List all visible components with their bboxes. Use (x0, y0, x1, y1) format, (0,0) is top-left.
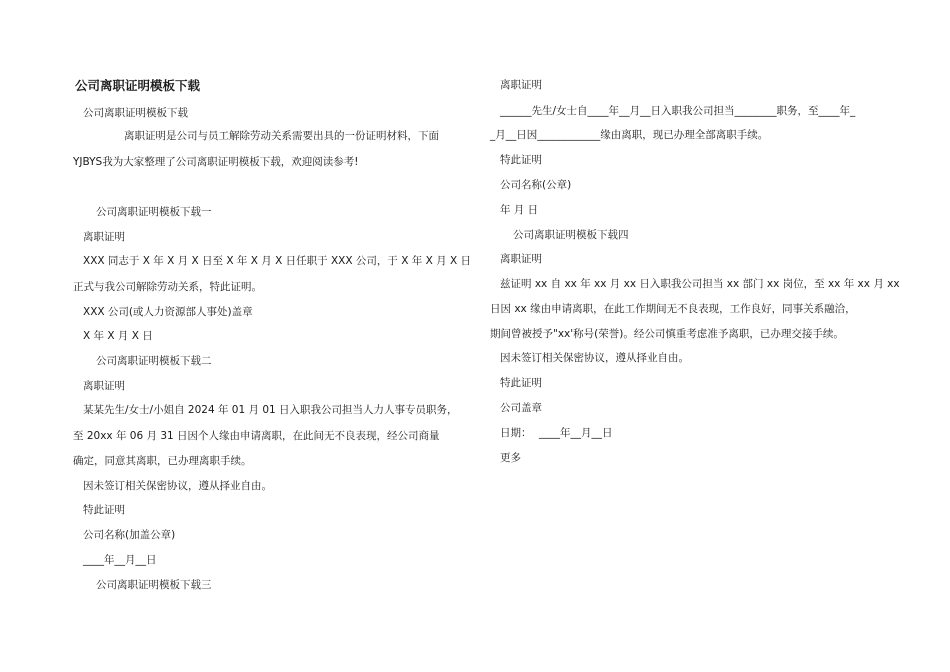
section-4-body-3: 期间曾被授予"xx'称号(荣誉)。经公司慎重考虑准予离职，已办理交接手续。 (490, 328, 844, 340)
section-3-heading: 公司离职证明模板下载三 (96, 579, 212, 591)
section-2-body-1: 某某先生/女士/小姐自 2024 年 01 月 01 日入职我公司担当人力人事专员职务， (83, 404, 458, 416)
document-subtitle: 公司离职证明模板下载 (83, 107, 188, 119)
section-1-heading: 公司离职证明模板下载一 (96, 206, 212, 218)
section-1-body-2: 正式与我公司解除劳动关系，特此证明。 (73, 281, 262, 293)
section-3-date: 年 月 日 (500, 204, 539, 216)
section-2-heading: 公司离职证明模板下载二 (96, 355, 212, 367)
section-4-stamp: 公司盖章 (500, 402, 542, 414)
section-2-body-3: 确定，同意其离职，已办理离职手续。 (73, 455, 252, 467)
section-2-date: ____年__月__日 (83, 554, 157, 566)
section-4-body-2: 日因 xx 缘由申请离职，在此工作期间无不良表现，工作良好，同事关系融洽， (490, 303, 856, 315)
section-3-body-2: _月__日因____________缘由离职，现已办理全部离职手续。 (490, 129, 769, 141)
section-2-body-4: 因未签订相关保密协议，遵从择业自由。 (83, 480, 272, 492)
section-3-label: 离职证明 (500, 79, 542, 91)
section-3-body-1: ______先生/女士自____年__月__日入职我公司担当________职务，至____年_ (500, 105, 856, 117)
section-3-company: 公司名称(公章) (500, 179, 572, 191)
intro-line-2: YJBYS我为大家整理了公司离职证明模板下载，欢迎阅读参考! (73, 156, 359, 168)
section-4-date-label: 日期： (500, 427, 532, 439)
section-4-heading: 公司离职证明模板下载四 (513, 229, 629, 241)
section-1-stamp: XXX 公司(或人力资源部人事处)盖章 (83, 306, 253, 318)
more-text: 更多 (500, 452, 521, 464)
section-2-cert: 特此证明 (83, 504, 125, 516)
section-2-label: 离职证明 (83, 380, 125, 392)
section-2-body-2: 至 20xx 年 06 月 31 日因个人缘由申请离职，在此间无不良表现，经公司商量 (73, 430, 440, 442)
section-4-body-4: 因未签订相关保密协议，遵从择业自由。 (500, 352, 689, 364)
section-2-company: 公司名称(加盖公章) (83, 529, 176, 541)
section-4-body-1: 兹证明 xx 自 xx 年 xx 月 xx 日入职我公司担当 xx 部门 xx 岗位，至 xx 年 xx 月 xx (500, 278, 900, 290)
section-4-date-value: ____年__月__日 (539, 427, 613, 439)
section-1-label: 离职证明 (83, 231, 125, 243)
section-1-date: X 年 X 月 X 日 (83, 330, 153, 342)
section-1-body-1: XXX 同志于 X 年 X 月 X 日至 X 年 X 月 X 日任职于 XXX 公司，于 X 年 X 月 X 日 (83, 255, 471, 267)
document-title: 公司离职证明模板下载 (75, 78, 201, 93)
section-4-cert: 特此证明 (500, 377, 542, 389)
section-3-cert: 特此证明 (500, 154, 542, 166)
section-4-label: 离职证明 (500, 253, 542, 265)
intro-line-1: 离职证明是公司与员工解除劳动关系需要出具的一份证明材料，下面 (124, 130, 439, 142)
